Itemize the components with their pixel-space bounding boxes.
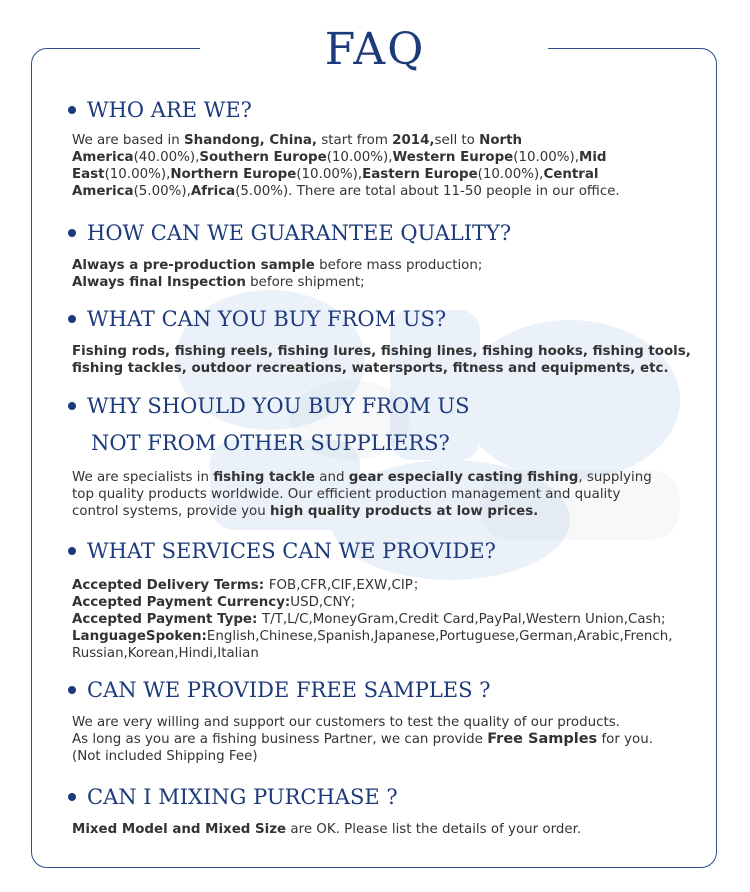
answer-text: We are based in	[72, 133, 185, 148]
answer-text: (10.00%),	[104, 167, 171, 182]
bullet-dot	[68, 106, 76, 114]
answer-line	[72, 257, 697, 274]
faq-answer-samples	[72, 714, 697, 765]
answer-line	[72, 469, 697, 486]
answer-text-bold: America	[72, 184, 134, 199]
answer-text-bold: Mid	[579, 150, 607, 165]
answer-line	[72, 132, 697, 149]
answer-text: USD,CNY;	[290, 595, 356, 610]
page-title: FAQ	[324, 24, 426, 75]
bullet-dot	[68, 793, 76, 801]
bullet-dot	[68, 229, 76, 237]
answer-text: T/T,L/C,MoneyGram,Credit Card,PayPal,Western Union,Cash;	[262, 612, 666, 627]
answer-text-bold: Accepted Delivery Terms:	[72, 578, 269, 593]
bullet-dot	[68, 402, 76, 410]
answer-line	[72, 731, 697, 748]
answer-line	[72, 577, 697, 594]
answer-text-bold: Central	[543, 167, 599, 182]
answer-line	[72, 821, 697, 838]
answer-text-bold: Accepted Payment Currency:	[72, 595, 291, 610]
answer-text-bold: Africa	[190, 184, 236, 199]
answer-text-bold: America	[72, 150, 134, 165]
answer-text-bold: fishing tackle	[213, 470, 315, 485]
answer-line	[72, 360, 697, 377]
faq-heading-why-line2: NOT FROM OTHER SUPPLIERS?	[91, 431, 450, 455]
answer-text: (5.00%). There are total about 11-50 people in our office.	[235, 184, 620, 199]
bullet-dot	[68, 547, 76, 555]
answer-line	[72, 594, 697, 611]
faq-heading-services: WHAT SERVICES CAN WE PROVIDE?	[68, 537, 496, 565]
answer-line	[72, 343, 697, 360]
answer-text-bold: fishing tackles, outdoor recreations, watersports, fitness and equipments, etc.	[72, 361, 669, 376]
answer-line	[72, 149, 697, 166]
answer-text: before shipment;	[245, 275, 365, 290]
answer-text: for you.	[597, 732, 653, 747]
faq-answer-services	[72, 577, 697, 662]
answer-text: and	[315, 470, 349, 485]
answer-text: (10.00%),	[296, 167, 363, 182]
answer-text: English,Chinese,Spanish,Japanese,Portuguese,German,Arabic,French,	[206, 629, 673, 644]
answer-text: , supplying	[578, 470, 652, 485]
answer-text-bold: high quality products at low prices.	[269, 504, 539, 519]
answer-line	[72, 166, 697, 183]
answer-text-bold: LanguageSpoken:	[72, 629, 207, 644]
faq-heading-mixing: CAN I MIXING PURCHASE ?	[68, 783, 398, 811]
faq-answer-who	[72, 132, 697, 200]
faq-answer-why	[72, 469, 697, 520]
answer-line	[72, 274, 697, 291]
answer-text: As long as you are a fishing business Partner, we can provide	[72, 732, 488, 747]
answer-text-bold: Mixed Model and Mixed Size	[72, 822, 287, 837]
answer-line	[72, 183, 697, 200]
answer-text: (Not included Shipping Fee)	[72, 749, 258, 764]
answer-text: sell to	[434, 133, 480, 148]
answer-text: Russian,Korean,Hindi,Italian	[72, 646, 259, 661]
answer-text: (10.00%),	[326, 150, 393, 165]
answer-text-bold: Accepted Payment Type:	[72, 612, 263, 627]
answer-text: are OK. Please list the details of your order.	[286, 822, 582, 837]
answer-text: before mass production;	[314, 258, 483, 273]
answer-text-bold: Free Samples	[487, 731, 598, 747]
answer-text: top quality products worldwide. Our efficient production management and quality	[72, 487, 621, 502]
faq-heading-samples: CAN WE PROVIDE FREE SAMPLES ?	[68, 676, 490, 704]
faq-answer-buy	[72, 343, 697, 377]
answer-text: We are very willing and support our customers to test the quality of our products.	[72, 715, 620, 730]
answer-text-bold: Always final Inspection	[72, 275, 246, 290]
answer-text-bold: gear especially casting fishing	[348, 470, 579, 485]
answer-text-bold: Always a pre-production sample	[72, 258, 315, 273]
answer-line	[72, 611, 697, 628]
bullet-dot	[68, 315, 76, 323]
answer-line	[72, 748, 697, 765]
answer-text-bold: North	[479, 133, 523, 148]
answer-text: We are specialists in	[72, 470, 214, 485]
answer-text-bold: East	[72, 167, 105, 182]
answer-text: (10.00%),	[477, 167, 544, 182]
answer-line	[72, 714, 697, 731]
answer-line	[72, 628, 697, 645]
answer-text: (5.00%),	[133, 184, 191, 199]
faq-answer-quality	[72, 257, 697, 291]
answer-text-bold: Northern Europe	[170, 167, 297, 182]
faq-heading-who: WHO ARE WE?	[68, 96, 252, 124]
bullet-dot	[68, 686, 76, 694]
answer-line	[72, 645, 697, 662]
answer-text-bold: Eastern Europe	[362, 167, 478, 182]
faq-heading-buy: WHAT CAN YOU BUY FROM US?	[68, 305, 446, 333]
answer-text-bold: Western Europe	[392, 150, 514, 165]
answer-text: (10.00%),	[513, 150, 579, 165]
faq-heading-why: WHY SHOULD YOU BUY FROM US	[68, 392, 470, 420]
faq-answer-mixing	[72, 821, 697, 838]
answer-text-bold: Shandong, China,	[184, 133, 318, 148]
faq-heading-quality: HOW CAN WE GUARANTEE QUALITY?	[68, 219, 511, 247]
answer-text-bold: Fishing rods, fishing reels, fishing lures, fishing lines, fishing hooks, fishing tools,	[72, 344, 691, 359]
answer-text: control systems, provide you	[72, 504, 270, 519]
answer-text-bold: 2014,	[392, 133, 435, 148]
answer-text: (40.00%),	[133, 150, 200, 165]
answer-line	[72, 486, 697, 503]
answer-text-bold: Southern Europe	[199, 150, 327, 165]
answer-text: start from	[317, 133, 393, 148]
answer-text: FOB,CFR,CIF,EXW,CIP；	[268, 578, 427, 593]
answer-line	[72, 503, 697, 520]
